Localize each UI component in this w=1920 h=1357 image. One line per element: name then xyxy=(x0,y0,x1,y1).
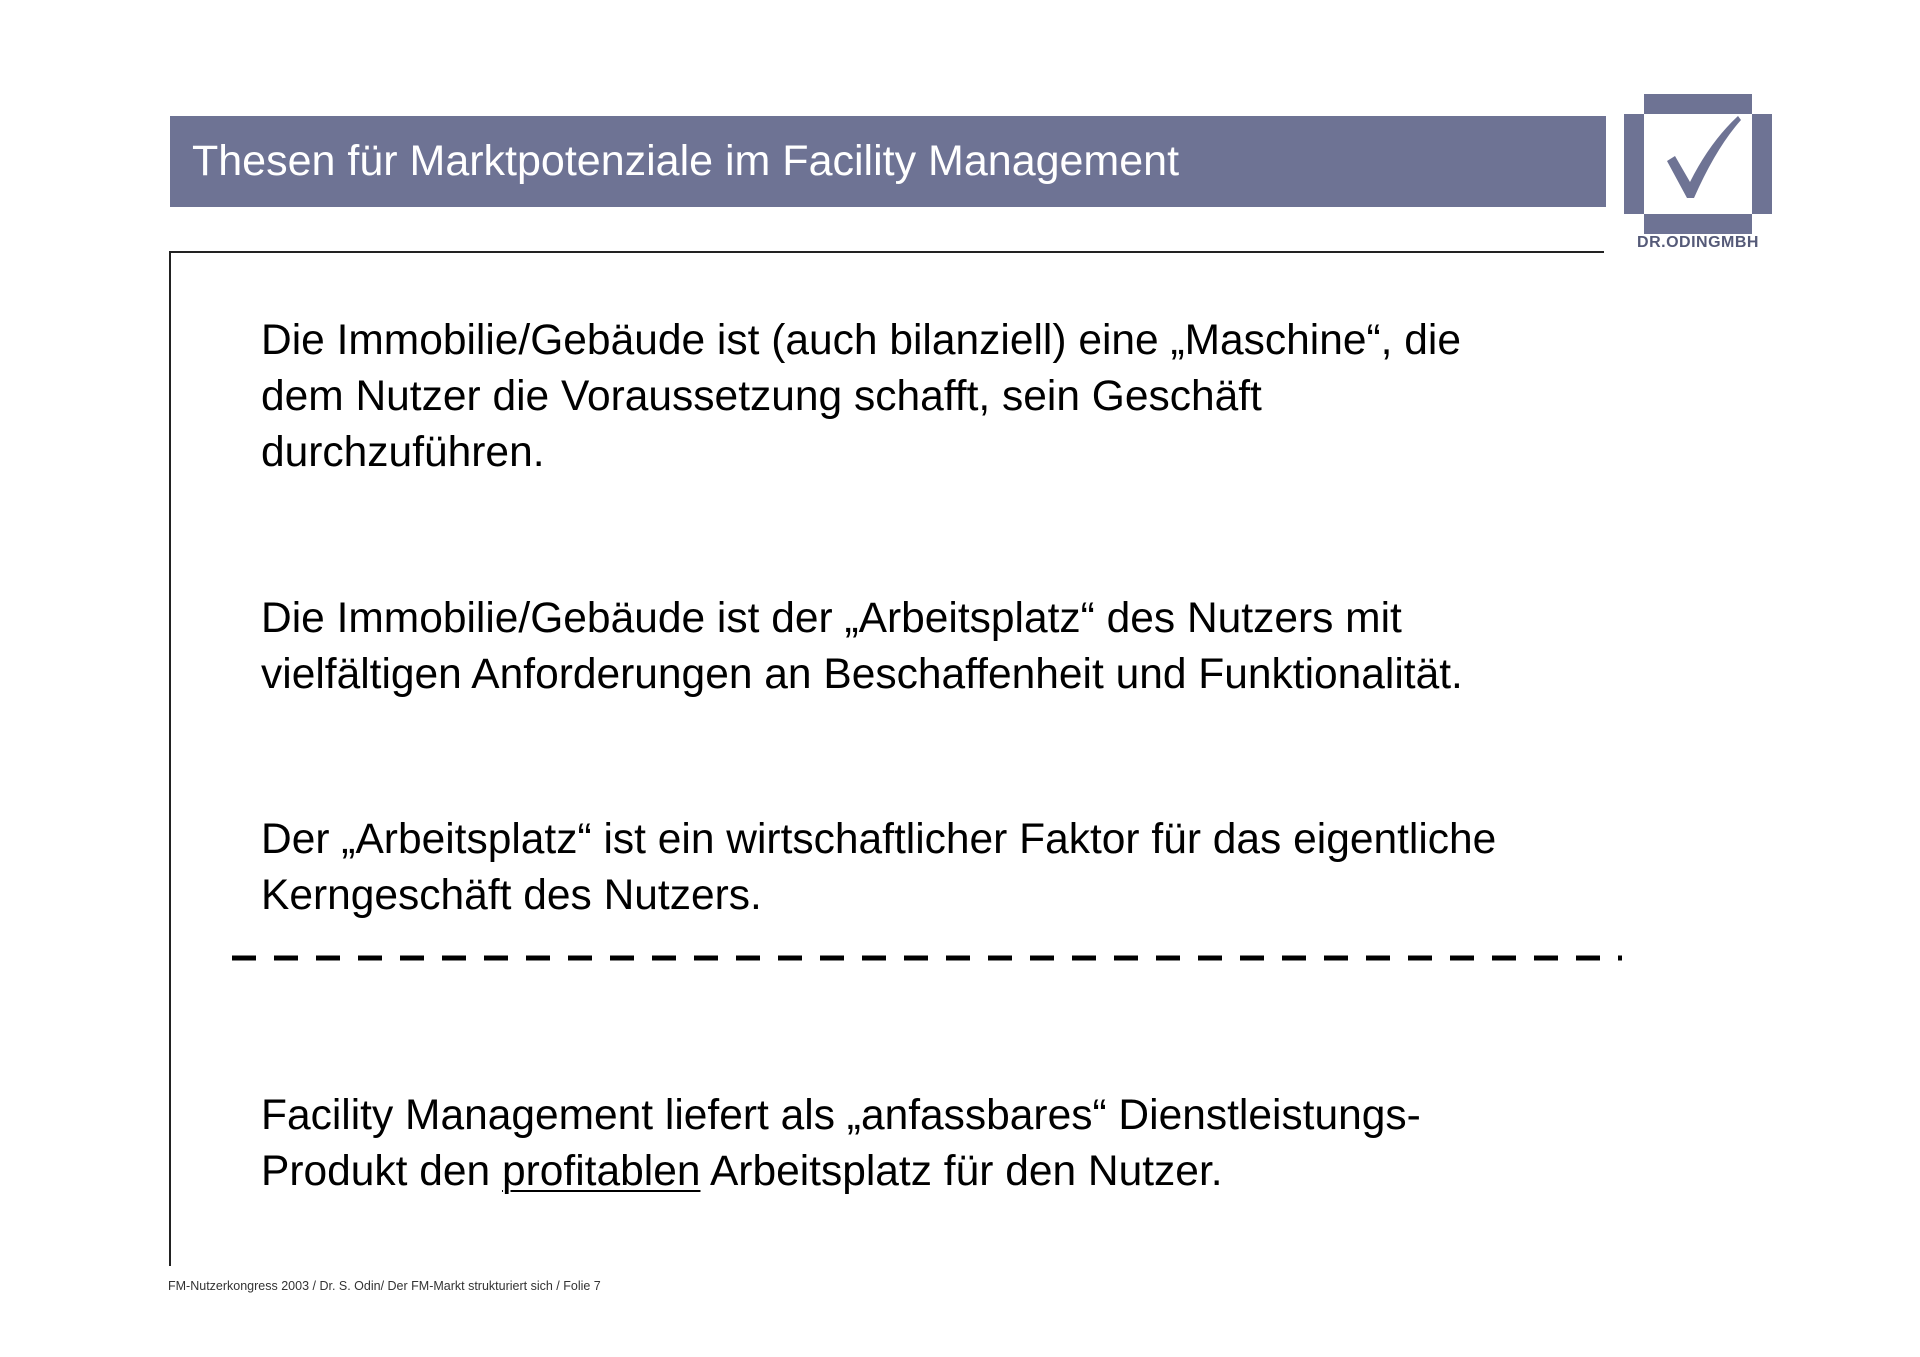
thesis-1 xyxy=(261,313,1641,481)
left-rule xyxy=(169,251,171,1266)
thesis-2 xyxy=(261,591,1641,703)
thesis-3-line-2: Kerngeschäft des Nutzers. xyxy=(261,872,762,919)
top-rule xyxy=(171,251,1604,253)
conclusion-line-1: Facility Management liefert als „anfassbares“ Dienstleistungs- xyxy=(261,1092,1421,1139)
thesis-1-line-3: durchzuführen. xyxy=(261,429,545,476)
conclusion xyxy=(261,1088,1641,1200)
slide-title: Thesen für Marktpotenziale im Facility Management xyxy=(192,137,1180,185)
thesis-1-line-2: dem Nutzer die Voraussetzung schafft, sein Geschäft xyxy=(261,373,1262,420)
title-bar xyxy=(170,116,1606,207)
thesis-1-line-1: Die Immobilie/Gebäude ist (auch bilanziell) eine „Maschine“, die xyxy=(261,317,1462,364)
dashed-divider xyxy=(232,955,1622,961)
conclusion-line-2-suffix: Arbeitsplatz für den Nutzer. xyxy=(700,1148,1223,1195)
logo-text: DR.ODINGMBH xyxy=(1637,234,1759,251)
underlined-word: profitablen xyxy=(502,1148,701,1195)
company-logo xyxy=(1624,94,1772,254)
thesis-2-line-1: Die Immobilie/Gebäude ist der „Arbeitsplatz“ des Nutzers mit xyxy=(261,595,1402,642)
footer: FM-Nutzerkongress 2003 / Dr. S. Odin/ Der FM-Markt strukturiert sich / Folie 7 xyxy=(168,1279,601,1293)
checkmark-in-square-icon xyxy=(1624,94,1772,234)
conclusion-line-2 xyxy=(261,1144,1641,1200)
thesis-3-line-1: Der „Arbeitsplatz“ ist ein wirtschaftlicher Faktor für das eigentliche xyxy=(261,816,1497,863)
thesis-3 xyxy=(261,812,1641,924)
conclusion-line-2-prefix: Produkt den xyxy=(261,1148,502,1195)
thesis-2-line-2: vielfältigen Anforderungen an Beschaffenheit und Funktionalität. xyxy=(261,651,1463,698)
